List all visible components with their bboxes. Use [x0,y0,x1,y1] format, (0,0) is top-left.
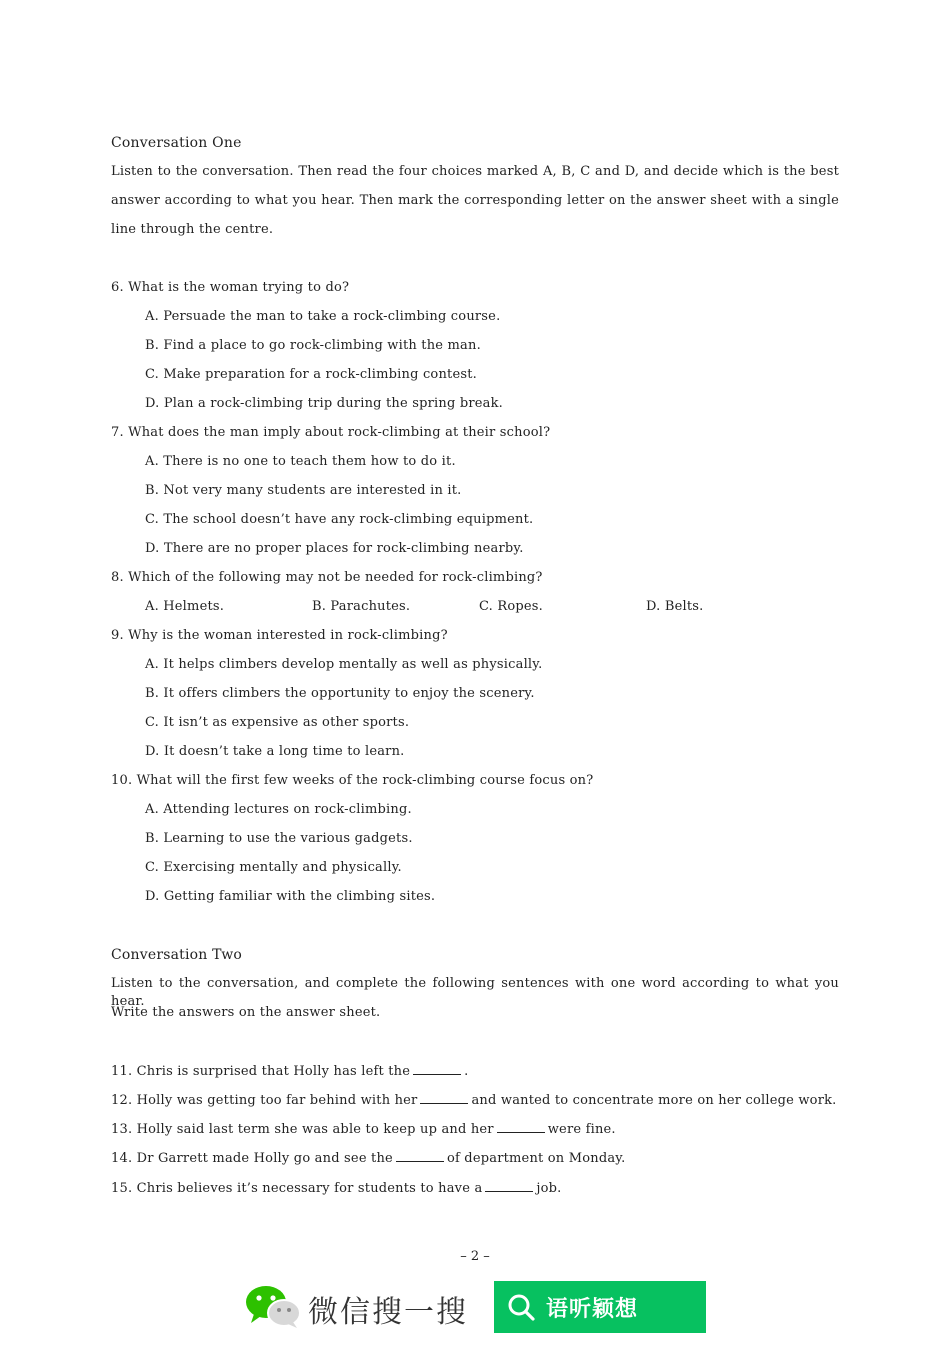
option: D. There are no proper places for rock-climbing nearby. [145,541,524,556]
instruction-line: Write the answers on the answer sheet. [111,1005,381,1020]
instruction-line: line through the centre. [111,222,274,237]
option: B. Find a place to go rock-climbing with the man. [145,338,481,353]
option: B. It offers climbers the opportunity to enjoy the scenery. [145,686,535,701]
answer-blank[interactable] [396,1149,444,1162]
wechat-icon [244,1283,302,1329]
sentence-text: 11. Chris is surprised that Holly has left the [111,1064,411,1079]
banner-text: 微信搜一搜 [308,1295,468,1330]
option: A. There is no one to teach them how to do it. [145,454,456,469]
option: A. Helmets. [145,599,225,614]
option: D. Plan a rock-climbing trip during the spring break. [145,396,504,411]
sentence-text: 13. Holly said last term she was able to keep up and her [111,1122,494,1137]
option: A. Attending lectures on rock-climbing. [145,802,412,817]
sentence-12 [111,1091,837,1110]
sentence-text: . [464,1064,469,1079]
option: C. The school doesn’t have any rock-climbing equipment. [145,512,534,527]
option: C. Exercising mentally and physically. [145,860,402,875]
sentence-text: job. [536,1181,562,1196]
sentence-text: were fine. [547,1122,616,1137]
option: C. It isn’t as expensive as other sports. [145,715,410,730]
conversation-one-heading: Conversation One [111,135,242,151]
question-6: 6. What is the woman trying to do? [111,280,350,295]
option: B. Not very many students are interested in it. [145,483,462,498]
answer-blank[interactable] [420,1091,468,1104]
option: C. Make preparation for a rock-climbing contest. [145,367,477,382]
sentence-text: 15. Chris believes it’s necessary for students to have a [111,1181,483,1196]
option: D. Belts. [646,599,704,614]
instruction-line: Listen to the conversation, and complete the following sentences with one word according to what you hear. [111,976,839,1009]
question-8: 8. Which of the following may not be needed for rock-climbing? [111,570,543,585]
option: A. It helps climbers develop mentally as well as physically. [145,657,543,672]
option: C. Ropes. [479,599,543,614]
conversation-two-heading: Conversation Two [111,947,243,963]
sentence-14 [111,1149,625,1168]
instruction-line: answer according to what you hear. Then mark the corresponding letter on the answer sheet with a single [111,193,839,208]
sentence-text: and wanted to concentrate more on her college work. [471,1093,837,1108]
wechat-search-banner[interactable] [244,1281,706,1333]
sentence-11 [111,1062,468,1081]
sentence-text: 14. Dr Garrett made Holly go and see the [111,1151,393,1166]
instruction-line: Listen to the conversation. Then read the four choices marked A, B, C and D, and decide which is the best [111,164,839,179]
option: A. Persuade the man to take a rock-climbing course. [145,309,501,324]
answer-blank[interactable] [485,1179,533,1192]
option: D. It doesn’t take a long time to learn. [145,744,405,759]
option: D. Getting familiar with the climbing sites. [145,889,436,904]
search-label: 语听颖想 [546,1297,639,1322]
sentence-text: 12. Holly was getting too far behind with her [111,1093,418,1108]
question-7: 7. What does the man imply about rock-climbing at their school? [111,425,551,440]
option: B. Learning to use the various gadgets. [145,831,413,846]
option-row [145,598,745,616]
answer-blank[interactable] [497,1120,545,1133]
question-10: 10. What will the first few weeks of the rock-climbing course focus on? [111,773,594,788]
option: B. Parachutes. [312,599,411,614]
search-icon [506,1292,536,1322]
search-button[interactable] [494,1281,706,1333]
sentence-15 [111,1179,562,1198]
sentence-text: of department on Monday. [446,1151,626,1166]
question-9: 9. Why is the woman interested in rock-climbing? [111,628,448,643]
sentence-13 [111,1120,616,1139]
page-number: – 2 – [460,1249,490,1264]
answer-blank[interactable] [413,1062,461,1075]
